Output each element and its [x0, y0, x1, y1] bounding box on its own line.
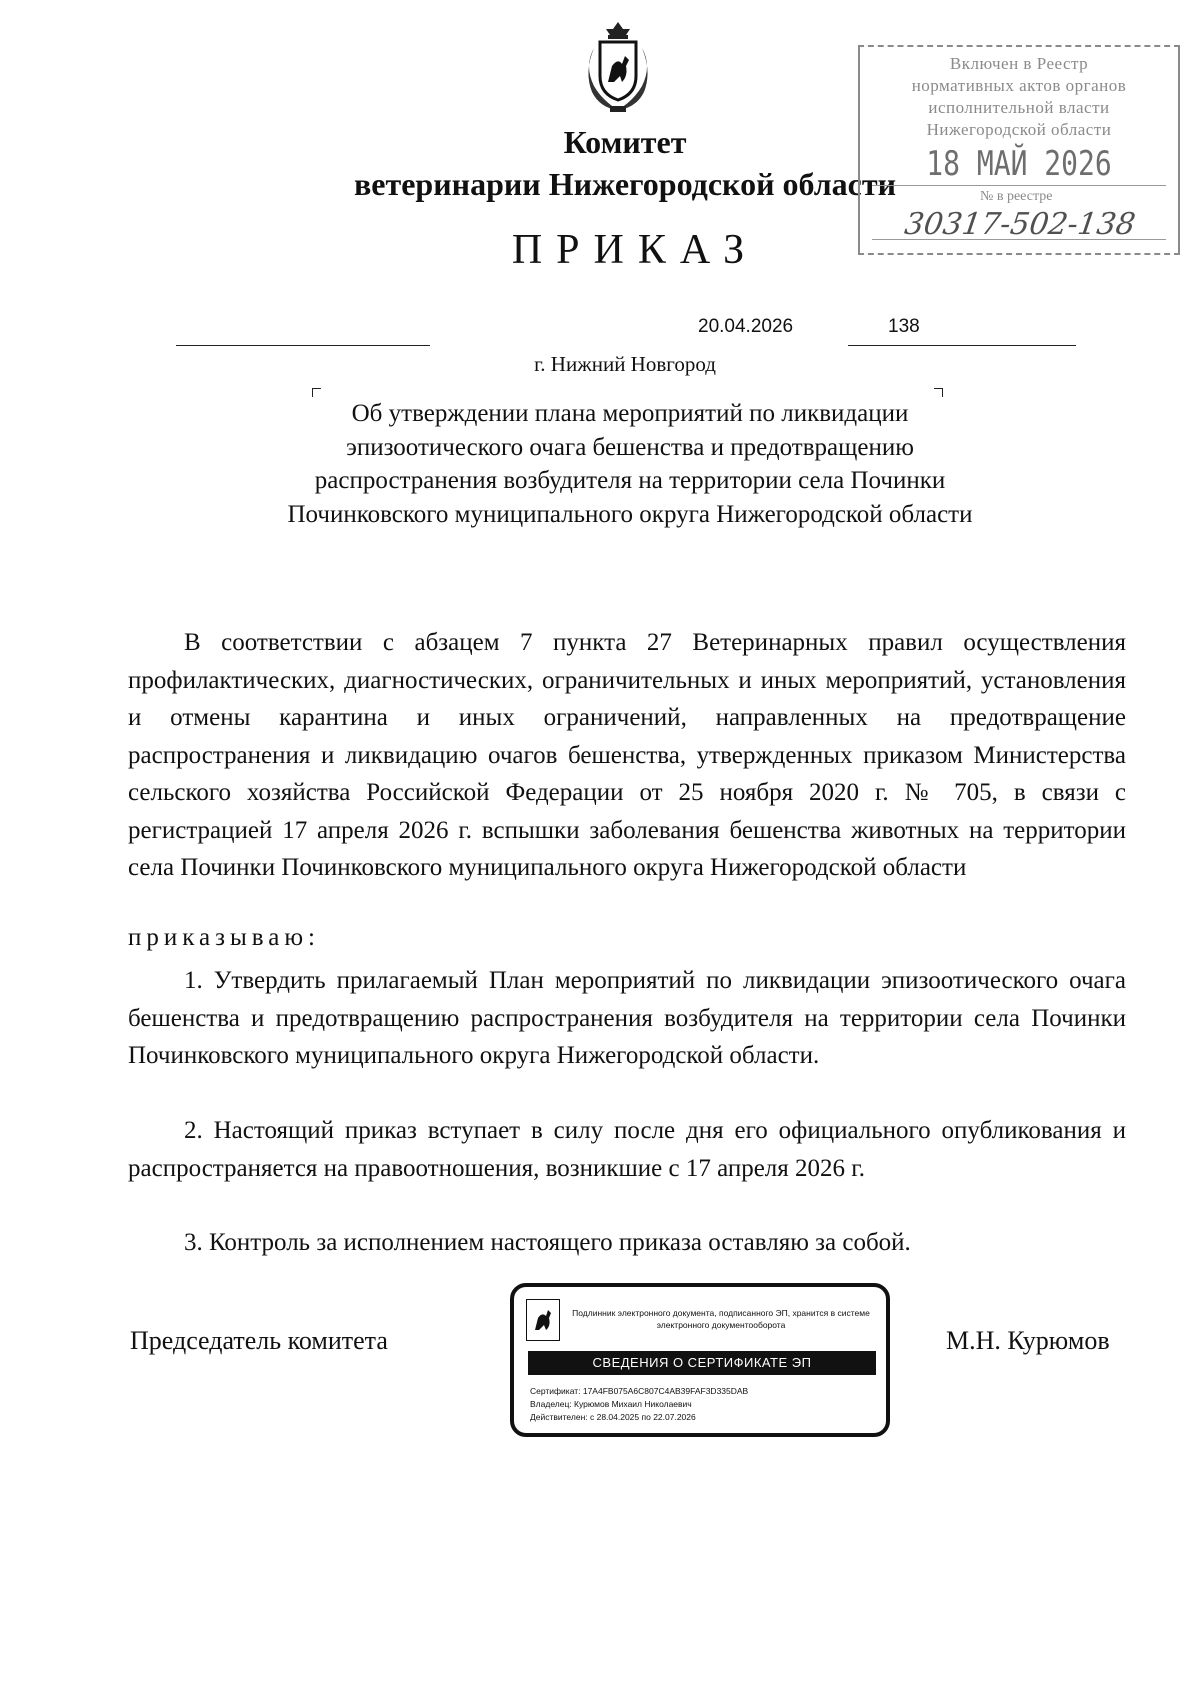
subject-corner-left: [312, 388, 321, 397]
signatory-name: М.Н. Курюмов: [946, 1326, 1110, 1355]
coat-of-arms-icon: [580, 20, 656, 116]
organization-name-line2: ветеринарии Нижегородской области: [353, 166, 897, 202]
registry-stamp-line3: исполнительной власти: [928, 98, 1110, 117]
certificate-serial: Сертификат: 17A4FB075A6C807C4AB39FAF3D335DAB: [530, 1386, 749, 1396]
certificate-details: [530, 1385, 748, 1424]
document-subject: Об утверждении плана мероприятий по ликвидации эпизоотического очага бешенства и предотвращению распространения возбудителя на территории села Починки Починковского муниципального округа Нижегородской области: [287, 400, 973, 528]
subject-corner-right: [934, 388, 943, 397]
order-item-3: 3. Контроль за исполнением настоящего приказа оставляю за собой.: [184, 1229, 911, 1256]
registry-stamp-date: 18 МАЙ 2026: [926, 143, 1112, 184]
registry-stamp-number: 30317-502-138: [902, 207, 1138, 242]
document-type-title: ПРИКАЗ: [511, 227, 759, 273]
certificate-owner: Владелец: Курюмов Михаил Николаевич: [530, 1399, 692, 1409]
command-word: приказываю:: [128, 924, 320, 951]
electronic-signature-stamp: [510, 1283, 890, 1437]
preamble-paragraph: В соответствии с абзацем 7 пункта 27 Ветеринарных правил осуществления профилактических, диагностических, ограничительных и иных мероприятий, установления и отмены карантина и иных ограничений, направленных на предотвращение распространения и ликвидацию очагов бешенства, утвержденных приказом Министерства сельского хозяйства Российской Федерации от 25 ноября 2020 г. № 705, в связи с регистрацией 17 апреля 2026 г. вспышки заболевания бешенства животных на территории села Починки Починковского муниципального округа Нижегородской области: [128, 629, 1126, 881]
registry-stamp-line4: Нижегородской области: [926, 120, 1112, 139]
organization-name-line1: Комитет: [563, 124, 687, 160]
registry-stamp-number-underline: [872, 239, 1166, 240]
registry-stamp-line2: нормативных актов органов: [911, 76, 1127, 95]
registry-stamp: [858, 45, 1180, 255]
certificate-info-bar: СВЕДЕНИЯ О СЕРТИФИКАТЕ ЭП: [528, 1351, 876, 1375]
order-item-1: 1. Утвердить прилагаемый План мероприятий по ликвидации эпизоотического очага бешенства и предотвращению распространения возбудителя на территории села Починки Починковского муниципального округа Нижегородской области.: [128, 967, 1126, 1069]
number-underline: [848, 345, 1076, 346]
certificate-validity: Действителен: с 28.04.2025 по 22.07.2026: [530, 1412, 696, 1422]
order-item-2: 2. Настоящий приказ вступает в силу после дня его официального опубликования и распространяется на правоотношения, возникшие с 17 апреля 2026 г.: [128, 1117, 1126, 1182]
date-underline: [176, 345, 430, 346]
coat-of-arms-small-icon: [526, 1299, 560, 1341]
order-date: 20.04.2026: [698, 316, 794, 337]
registry-stamp-divider: [872, 185, 1166, 186]
order-number: 138: [888, 316, 920, 337]
signatory-position: Председатель комитета: [130, 1326, 388, 1355]
registry-stamp-number-label: № в реестре: [980, 189, 1053, 204]
electronic-signature-header: Подлинник электронного документа, подписанного ЭП, хранится в системе электронного документооборота: [572, 1308, 870, 1330]
registry-stamp-line1: Включен в Реестр: [949, 54, 1089, 73]
city: г. Нижний Новгород: [534, 352, 716, 376]
